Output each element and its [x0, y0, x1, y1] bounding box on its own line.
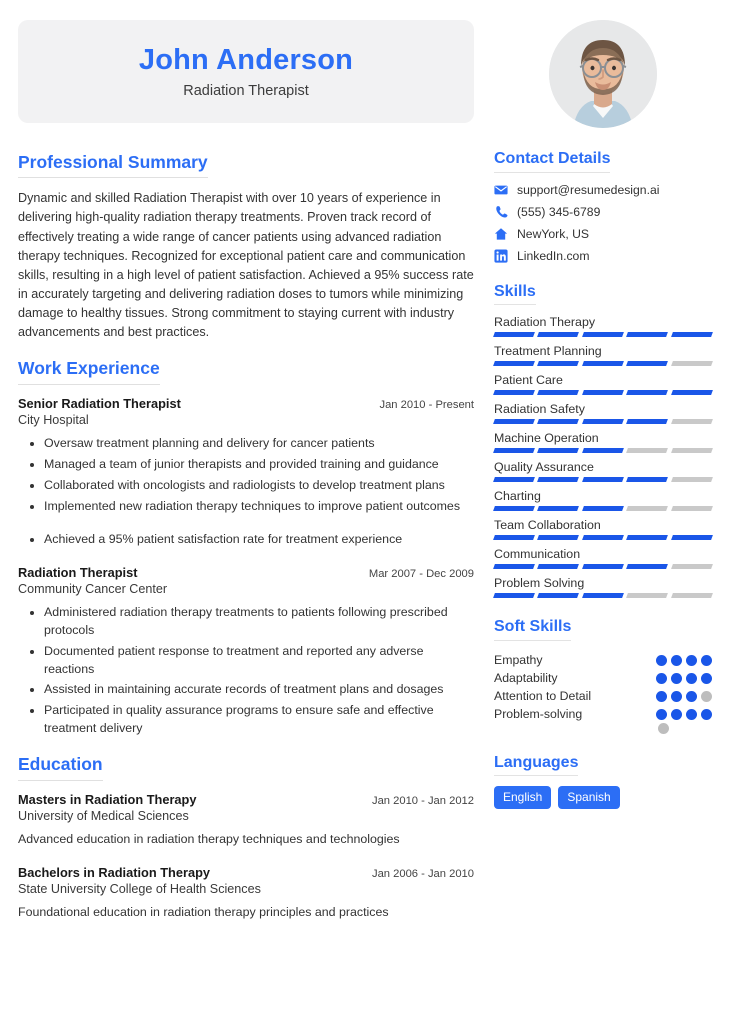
soft-skill-item: [494, 705, 712, 724]
skill-bar-segment: [626, 506, 668, 511]
summary-text: Dynamic and skilled Radiation Therapist with over 10 years of experience in delivering high-quality radiation therapy treatments. Proven track record of effectively treating a wide range of cancer patients using advanced radiation therapy techniques. Recognized for exceptional patient care and communication skills, resulting in a high level of patient satisfaction. Achieved a 95% success rate in accurately targeting and delivering radiation doses to tumors while minimizing damage to healthy tissues. Strong commitment to staying current with industry advancements and best practices.: [18, 191, 474, 340]
phone-icon: [494, 205, 508, 219]
list-item: • Documented patient response to treatment and reported any adverse reactions: [44, 643, 474, 679]
skill-bar-segment: [493, 332, 535, 337]
skill-label: Patient Care: [494, 373, 563, 388]
rating-dot: [656, 709, 667, 720]
skill-bar-segment: [537, 564, 579, 569]
rating-dot: [656, 691, 667, 702]
rating-dot: [701, 691, 712, 702]
skill-bar-segment: [626, 448, 668, 453]
skill-label: Radiation Safety: [494, 402, 585, 417]
skill-bar-segment: [493, 564, 535, 569]
rating-dot: [658, 723, 669, 734]
skill-item: [494, 315, 712, 337]
skill-bar-segment: [582, 477, 624, 482]
skill-item: [494, 489, 712, 511]
education-entry: [18, 865, 474, 922]
contact-list: [494, 183, 712, 263]
work-entry-bullets: [18, 604, 474, 739]
education-entry: [18, 792, 474, 849]
list-item: • Implemented new radiation therapy techniques to improve patient outcomes: [44, 498, 474, 516]
skill-bar-segment: [537, 506, 579, 511]
rating-dot: [701, 655, 712, 666]
page-title: John Anderson: [138, 44, 354, 77]
work-entry-date: Mar 2007 - Dec 2009: [368, 567, 474, 580]
list-item: • Participated in quality assurance programs to ensure safe and effective treatment delivery: [44, 702, 474, 738]
contact-item[interactable]: [494, 227, 712, 241]
skill-bar-segment: [671, 448, 713, 453]
work-entry-date: Jan 2010 - Present: [379, 398, 474, 411]
rating-dot: [701, 673, 712, 684]
envelope-icon: [494, 183, 508, 197]
skill-bar-segment: [582, 361, 624, 366]
skill-bar-segment: [537, 361, 579, 366]
skill-item: [494, 344, 712, 366]
contact-item[interactable]: [494, 183, 712, 197]
skill-level-bar: [494, 419, 712, 424]
contact-item-value: LinkedIn.com: [517, 248, 590, 263]
education-entry-school: State University College of Health Sciences: [18, 881, 261, 896]
contact-item[interactable]: [494, 249, 712, 263]
list-item: • Oversaw treatment planning and delivery for cancer patients: [44, 435, 474, 453]
work-entry-role: Radiation Therapist: [18, 564, 138, 580]
skill-bar-segment: [671, 361, 713, 366]
education-entry-list: [18, 792, 474, 922]
avatar: [549, 20, 657, 128]
education-entry-school: University of Medical Sciences: [18, 808, 189, 823]
skill-bar-segment: [493, 361, 535, 366]
skill-bar-segment: [671, 564, 713, 569]
skill-bar-segment: [626, 593, 668, 598]
rating-dot: [686, 655, 697, 666]
avatar-illustration: [549, 20, 657, 128]
job-title: Radiation Therapist: [183, 82, 309, 99]
soft-skill-label: Adaptability: [494, 671, 558, 686]
skill-bar-segment: [493, 535, 535, 540]
skill-bar-segment: [582, 506, 624, 511]
skill-bar-segment: [537, 419, 579, 424]
soft-skill-item: [494, 669, 712, 688]
work-entry-header: [18, 396, 474, 411]
section-heading-languages: Languages: [494, 754, 578, 777]
skill-bar-segment: [671, 535, 713, 540]
language-pill[interactable]: English: [494, 786, 551, 809]
section-contact-details: [494, 150, 712, 263]
skill-item: [494, 576, 712, 598]
language-pill-list: [494, 786, 712, 809]
skill-item: [494, 373, 712, 395]
sidebar-column: [490, 20, 712, 1004]
skill-bar-segment: [626, 332, 668, 337]
main-column: [18, 20, 490, 1004]
skill-level-bar: [494, 564, 712, 569]
skill-item: [494, 547, 712, 569]
home-icon: [494, 227, 508, 241]
skill-label: Radiation Therapy: [494, 315, 596, 330]
soft-skill-rating: [656, 655, 712, 666]
education-entry-header: [18, 792, 474, 807]
skill-bar-segment: [671, 506, 713, 511]
skill-bar-segment: [582, 535, 624, 540]
contact-item[interactable]: [494, 205, 712, 219]
soft-skill-label: Empathy: [494, 653, 543, 668]
skill-bar-segment: [626, 564, 668, 569]
skill-level-bar: [494, 332, 712, 337]
skill-bar-segment: [537, 448, 579, 453]
section-soft-skills: [494, 618, 712, 734]
skill-level-bar: [494, 593, 712, 598]
rating-dot: [686, 673, 697, 684]
skill-bar-segment: [671, 390, 713, 395]
work-entry-organization: Community Cancer Center: [18, 581, 168, 596]
skill-level-bar: [494, 390, 712, 395]
contact-item-value: NewYork, US: [517, 226, 590, 241]
skill-level-bar: [494, 477, 712, 482]
education-entry-degree: Masters in Radiation Therapy: [18, 791, 197, 807]
skill-bar-segment: [626, 535, 668, 540]
rating-dot: [701, 709, 712, 720]
skill-bar-segment: [537, 477, 579, 482]
skill-bar-segment: [671, 477, 713, 482]
linkedin-icon: [494, 249, 508, 263]
skill-label: Team Collaboration: [494, 518, 601, 533]
rating-dot: [686, 691, 697, 702]
skill-label: Charting: [494, 489, 541, 504]
soft-skill-item: [494, 651, 712, 670]
section-heading-work: Work Experience: [18, 359, 160, 384]
skill-bar-segment: [537, 535, 579, 540]
skill-label: Communication: [494, 547, 581, 562]
soft-skill-label: Attention to Detail: [494, 689, 592, 704]
section-heading-summary: Professional Summary: [18, 153, 208, 178]
name-header-card: [18, 20, 474, 123]
work-entry-role: Senior Radiation Therapist: [18, 395, 181, 411]
soft-skill-item: [494, 687, 712, 706]
skill-item: [494, 460, 712, 482]
skill-label: Treatment Planning: [494, 344, 602, 359]
contact-item-value: support@resumedesign.ai: [517, 182, 660, 197]
skill-level-bar: [494, 361, 712, 366]
soft-skill-label: Problem-solving: [494, 707, 583, 722]
soft-skill-extra-dot-row: [494, 723, 712, 734]
section-education: [18, 755, 474, 921]
skill-bar-segment: [671, 593, 713, 598]
soft-skill-rating: [656, 673, 712, 684]
skill-level-bar: [494, 535, 712, 540]
rating-dot: [671, 673, 682, 684]
section-heading-soft-skills: Soft Skills: [494, 618, 571, 641]
education-entry-degree: Bachelors in Radiation Therapy: [18, 864, 210, 880]
skill-bar-segment: [626, 419, 668, 424]
skill-bar-segment: [537, 390, 579, 395]
skill-bar-segment: [582, 564, 624, 569]
skill-bar-segment: [671, 332, 713, 337]
work-entry: [18, 565, 474, 739]
skill-bar-segment: [493, 448, 535, 453]
skill-bar-segment: [582, 390, 624, 395]
skill-bar-segment: [493, 506, 535, 511]
skill-bar-segment: [582, 593, 624, 598]
work-entry-organization: City Hospital: [18, 412, 89, 427]
skill-bar-segment: [493, 390, 535, 395]
skill-label: Quality Assurance: [494, 460, 594, 475]
work-entry-header: [18, 565, 474, 580]
education-entry-description: Advanced education in radiation therapy techniques and technologies: [18, 831, 400, 846]
education-entry-date: Jan 2006 - Jan 2010: [371, 867, 474, 880]
skill-bar-segment: [493, 593, 535, 598]
education-entry-header: [18, 865, 474, 880]
soft-skill-rating: [656, 691, 712, 702]
skill-level-bar: [494, 506, 712, 511]
education-entry-date: Jan 2010 - Jan 2012: [371, 794, 474, 807]
contact-item-value: (555) 345-6789: [517, 204, 601, 219]
skill-bar-segment: [671, 419, 713, 424]
skill-bar-segment: [493, 477, 535, 482]
rating-dot: [671, 655, 682, 666]
section-heading-contact: Contact Details: [494, 150, 610, 173]
skill-bar-segment: [582, 332, 624, 337]
rating-dot: [671, 691, 682, 702]
work-entry-list: [18, 396, 474, 739]
section-heading-education: Education: [18, 755, 103, 780]
skill-bar-segment: [626, 361, 668, 366]
skill-bar-segment: [493, 419, 535, 424]
section-heading-skills: Skills: [494, 283, 536, 306]
list-item: • Collaborated with oncologists and radiologists to develop treatment plans: [44, 477, 474, 495]
rating-dot: [656, 655, 667, 666]
skill-item: [494, 402, 712, 424]
skill-item: [494, 431, 712, 453]
skill-label: Machine Operation: [494, 431, 599, 446]
soft-skill-rating: [656, 709, 712, 720]
list-item: • Administered radiation therapy treatments to patients following prescribed protocols: [44, 604, 474, 640]
list-item: • Achieved a 95% patient satisfaction rate for treatment experience: [44, 531, 474, 549]
avatar-wrap: [494, 20, 712, 128]
soft-skill-list: [494, 651, 712, 724]
education-entry-description: Foundational education in radiation therapy principles and practices: [18, 904, 389, 919]
skill-bar-segment: [537, 593, 579, 598]
skill-bar-segment: [626, 390, 668, 395]
rating-dot: [686, 709, 697, 720]
section-languages: [494, 754, 712, 810]
skill-list: [494, 315, 712, 598]
work-entry-bullets: [18, 435, 474, 549]
rating-dot: [656, 673, 667, 684]
list-item: • Managed a team of junior therapists and provided training and guidance: [44, 456, 474, 474]
language-pill[interactable]: Spanish: [558, 786, 619, 809]
section-skills: [494, 283, 712, 599]
rating-dot: [671, 709, 682, 720]
skill-label: Problem Solving: [494, 576, 585, 591]
skill-bar-segment: [582, 419, 624, 424]
skill-level-bar: [494, 448, 712, 453]
skill-bar-segment: [582, 448, 624, 453]
skill-bar-segment: [537, 332, 579, 337]
work-entry: [18, 396, 474, 549]
section-professional-summary: [18, 153, 474, 342]
section-work-experience: [18, 359, 474, 738]
skill-bar-segment: [626, 477, 668, 482]
skill-item: [494, 518, 712, 540]
list-item: • Assisted in maintaining accurate records of treatment plans and dosages: [44, 681, 474, 699]
